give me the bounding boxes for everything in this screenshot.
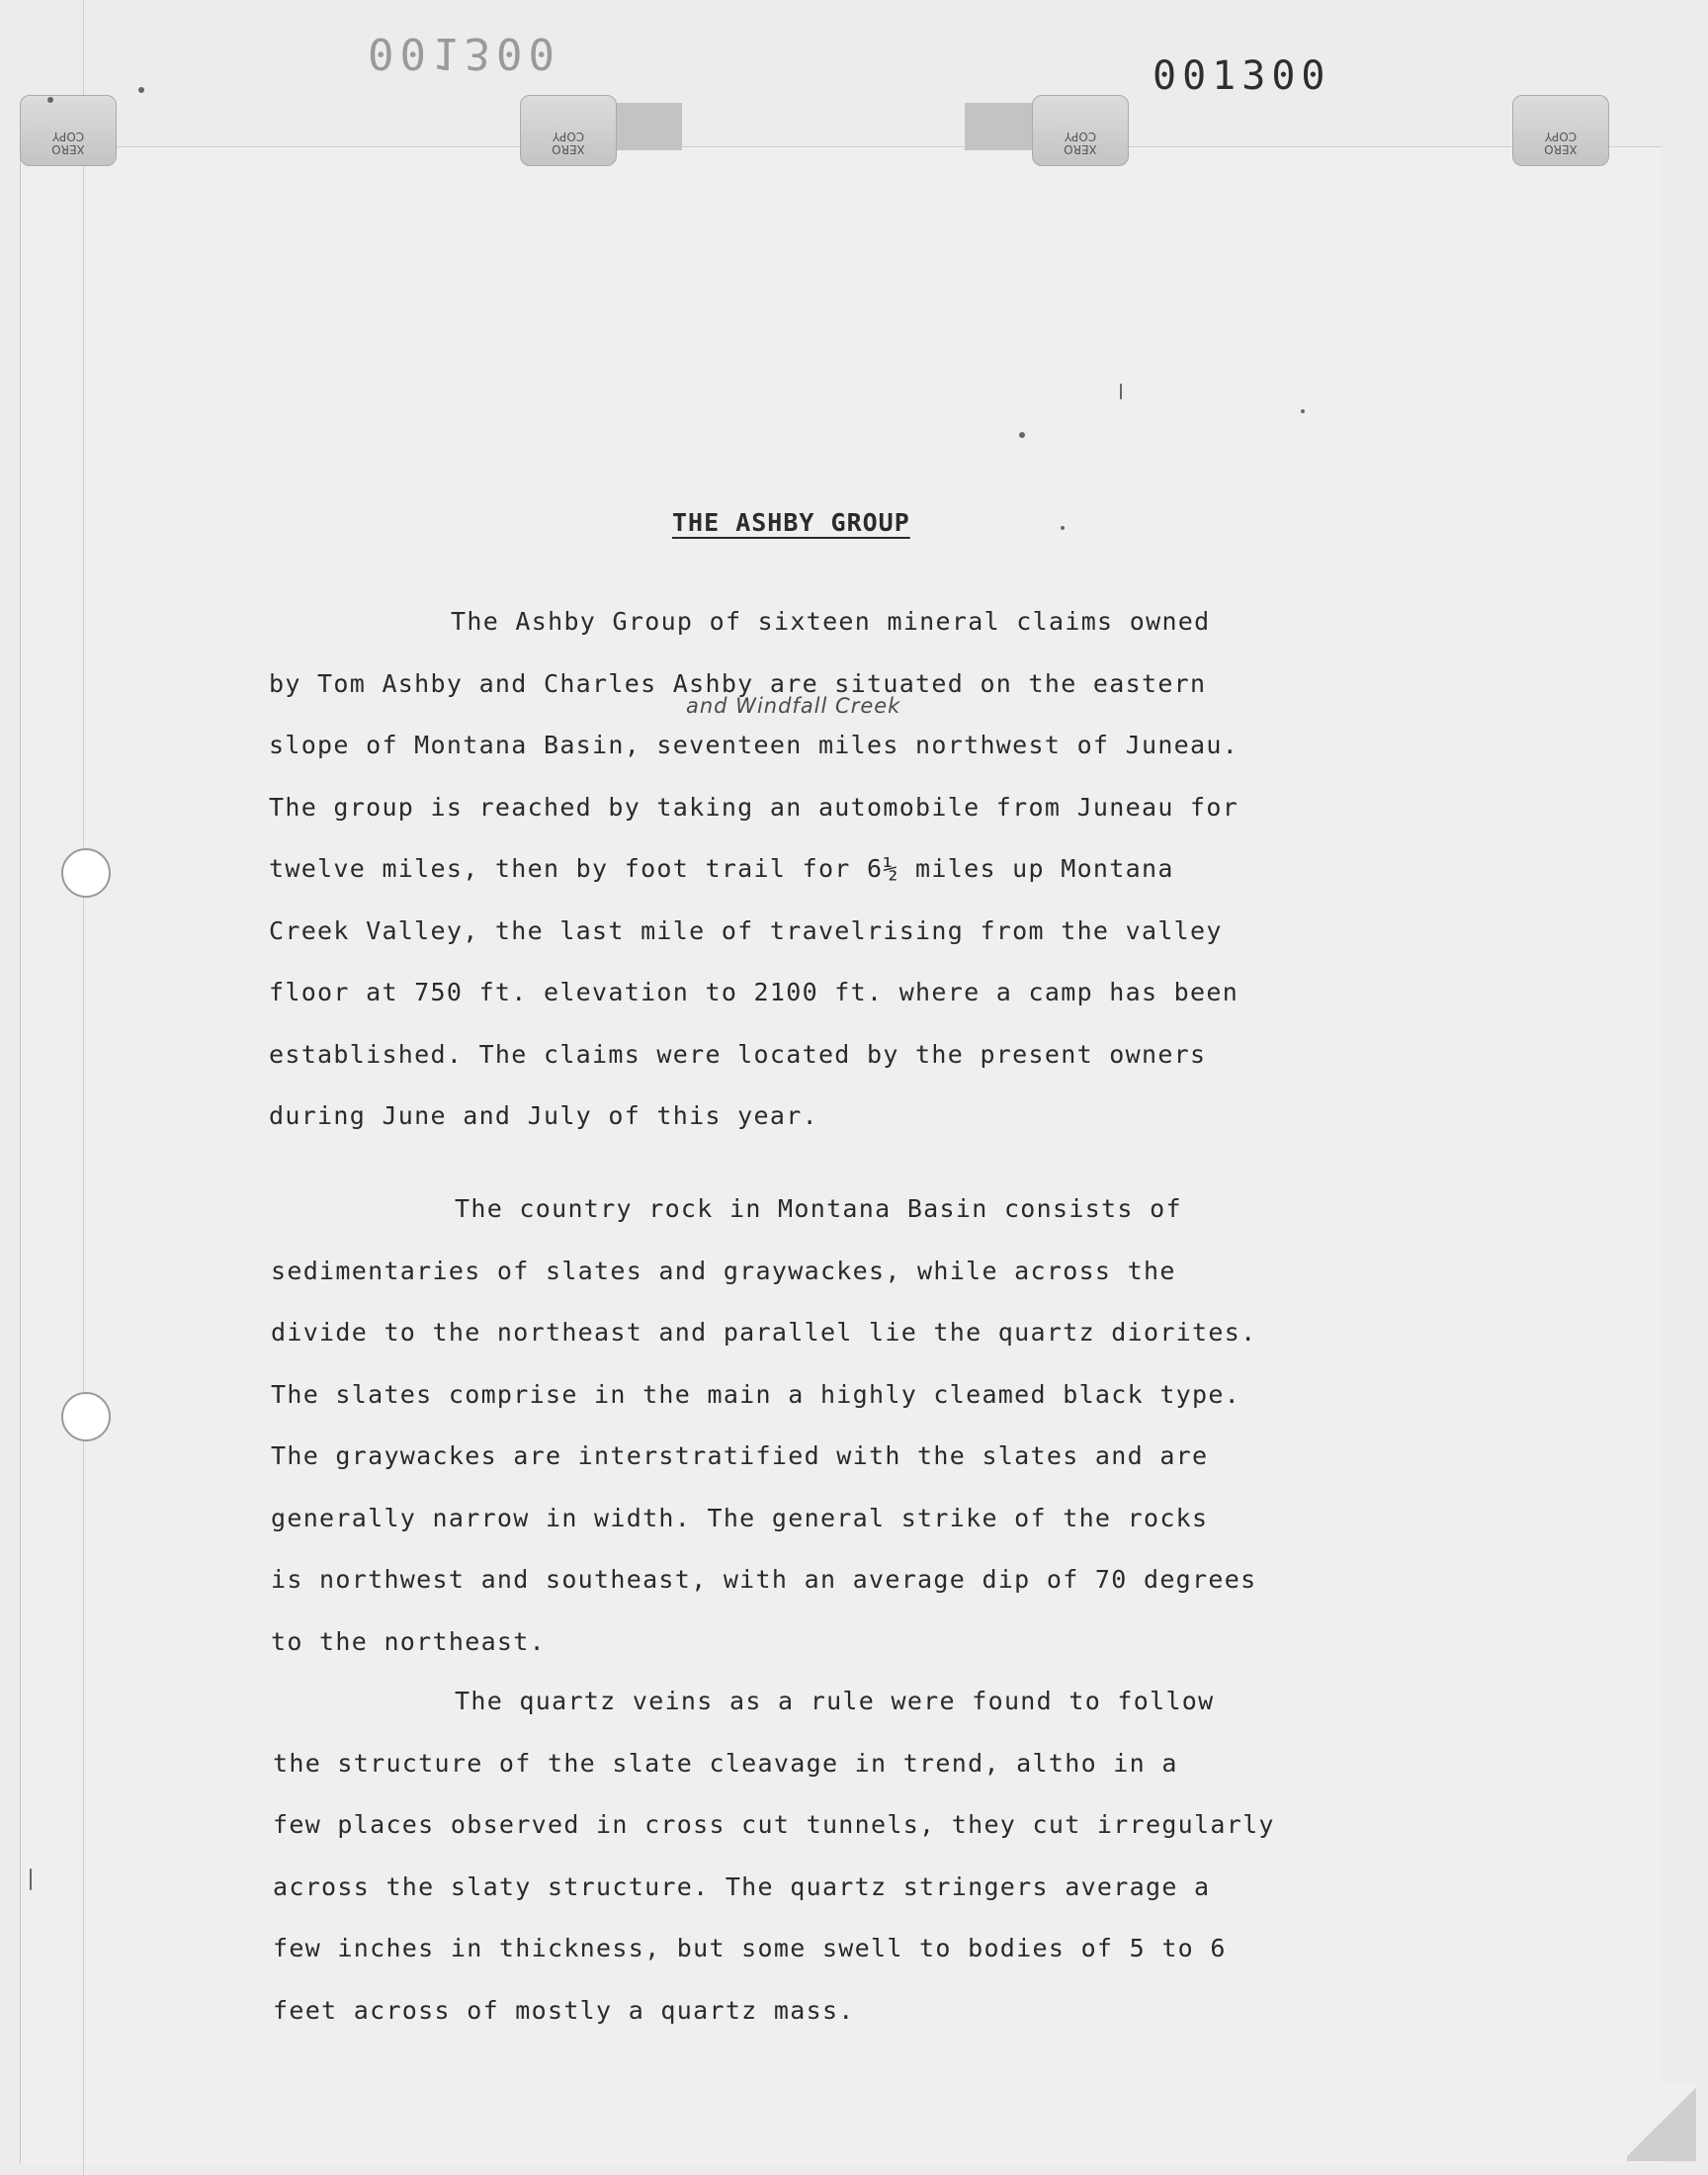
punch-hole	[61, 1392, 111, 1441]
text-line: the structure of the slate cleavage in trend, altho in a	[273, 1748, 1178, 1778]
text-line: The Ashby Group of sixteen mineral claims owned	[451, 607, 1211, 636]
text-line: divide to the northeast and parallel lie the quartz diorites.	[271, 1318, 1257, 1347]
xero-copy-tab	[1032, 95, 1129, 166]
faded-page-number-stamp: 001300	[368, 28, 560, 78]
text-line: The slates comprise in the main a highly cleamed black type.	[271, 1379, 1241, 1409]
text-line: feet across of mostly a quartz mass.	[273, 1995, 855, 2025]
speck	[1120, 384, 1122, 399]
xero-copy-tab	[1512, 95, 1609, 166]
text-line: few inches in thickness, but some swell to bodies of 5 to 6	[273, 1934, 1227, 1962]
text-line: sedimentaries of slates and graywackes, while across the	[271, 1256, 1176, 1285]
punch-hole	[61, 848, 111, 898]
tab-label: XERO COPY	[1544, 130, 1578, 156]
text-line: The country rock in Montana Basin consists of	[455, 1194, 1182, 1223]
document-title: THE ASHBY GROUP	[672, 508, 910, 537]
text-line: to the northeast.	[271, 1626, 546, 1656]
speck	[1019, 432, 1025, 438]
tab-label: XERO COPY	[552, 130, 585, 156]
page-number-stamp: 001300	[1153, 53, 1331, 99]
paper-page	[20, 146, 1662, 2164]
tab-label: XERO COPY	[51, 130, 85, 156]
folded-corner	[1627, 2082, 1696, 2161]
margin-line	[83, 0, 84, 2175]
speck	[47, 97, 53, 103]
speck	[138, 87, 144, 93]
tab-label: XERO COPY	[1064, 130, 1097, 156]
text-line: twelve miles, then by foot trail for 6½ miles up Montana	[269, 854, 1174, 883]
xero-copy-tab	[520, 95, 617, 166]
text-line: during June and July of this year.	[269, 1101, 818, 1130]
text-line: generally narrow in width. The general strike of the rocks	[271, 1503, 1209, 1532]
speck	[1301, 409, 1305, 413]
xero-copy-tab	[20, 95, 117, 166]
text-line: Creek Valley, the last mile of travelrising from the valley	[269, 915, 1223, 945]
text-line: established. The claims were located by the present owners	[269, 1039, 1207, 1069]
text-line: by Tom Ashby and Charles Ashby are situated on the eastern	[269, 668, 1207, 698]
text-line: The graywackes are interstratified with the slates and are	[271, 1441, 1209, 1470]
speck	[30, 1869, 32, 1890]
text-line: across the slaty structure. The quartz stringers average a	[273, 1871, 1211, 1901]
text-line: slope of Montana Basin, seventeen miles northwest of Juneau.	[269, 731, 1239, 759]
text-line: The quartz veins as a rule were found to follow	[455, 1687, 1215, 1715]
handwritten-annotation: and Windfall Creek	[686, 694, 901, 718]
text-line: is northwest and southeast, with an average dip of 70 degrees	[271, 1565, 1257, 1594]
speck	[1061, 526, 1065, 530]
text-line: The group is reached by taking an automobile from Juneau for	[269, 792, 1239, 822]
text-line: few places observed in cross cut tunnels, they cut irregularly	[273, 1810, 1275, 1839]
text-line: floor at 750 ft. elevation to 2100 ft. where a camp has been	[269, 978, 1239, 1006]
